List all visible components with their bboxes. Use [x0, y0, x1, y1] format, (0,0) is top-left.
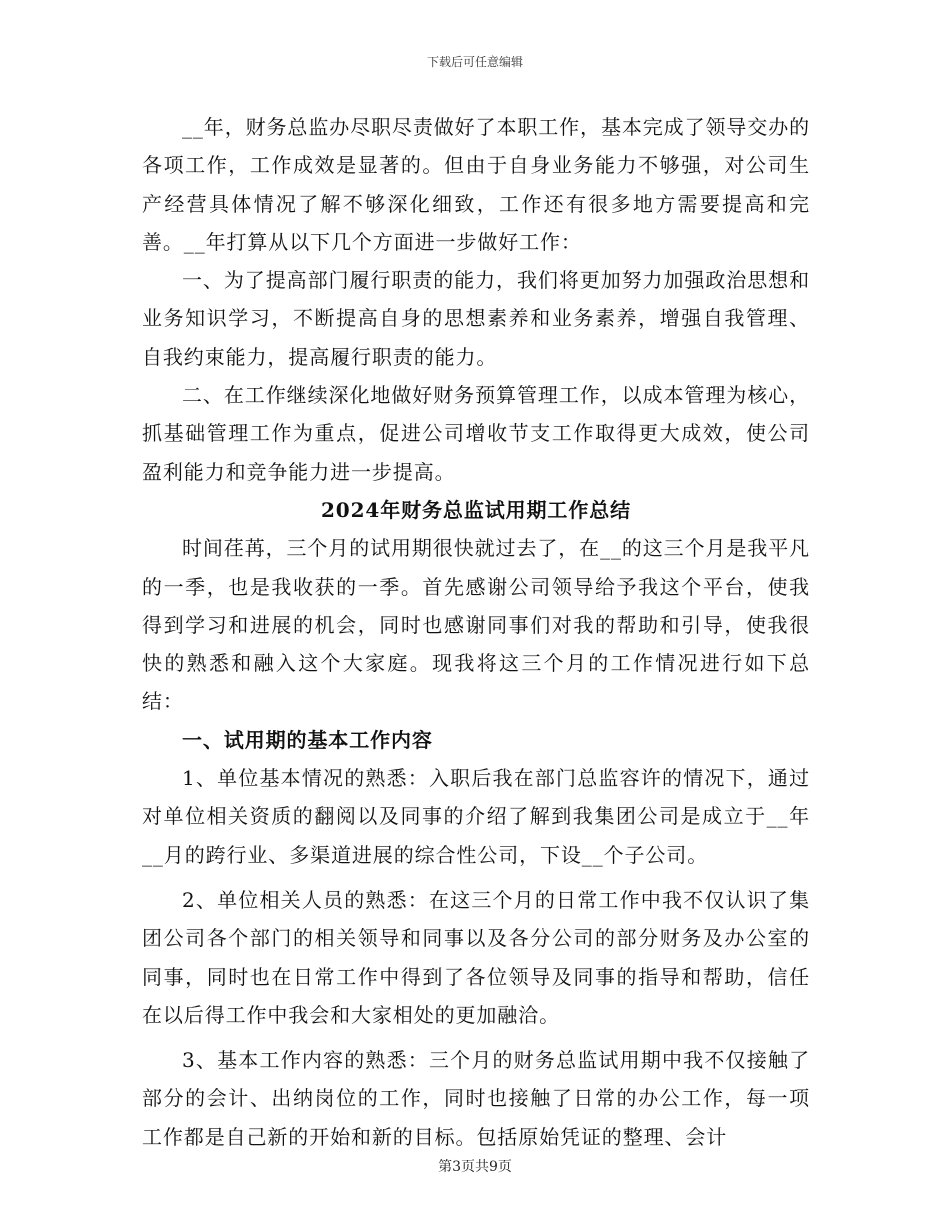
paragraph: 3、基本工作内容的熟悉：三个月的财务总监试用期中我不仅接触了部分的会计、出纳岗位的工作，同时也接触了日常的办公工作，每一项工作都是自己新的开始和新的目标。包括原始凭证的整理、会计 [142, 1048, 810, 1149]
paragraph: __年，财务总监办尽职尽责做好了本职工作，基本完成了领导交办的各项工作，工作成效是显著的。但由于自身业务能力不够强，对公司生产经营具体情况了解不够深化细致，工作还有很多地方需要提高和完善。__年打算从以下几个方面进一步做好工作： [142, 115, 810, 254]
paragraph: 1、单位基本情况的熟悉：入职后我在部门总监容许的情况下，通过对单位相关资质的翻阅以及同事的介绍了解到我集团公司是成立于__年__月的跨行业、多渠道进展的综合性公司，下设__个子公司。 [142, 766, 810, 867]
document-title: 2024年财务总监试用期工作总结 [320, 497, 632, 522]
section-heading: 一、试用期的基本工作内容 [182, 727, 433, 752]
paragraph: 二、在工作继续深化地做好财务预算管理工作，以成本管理为核心，抓基础管理工作为重点，促进公司增收节支工作取得更大成效，使公司盈利能力和竞争能力进一步提高。 [142, 383, 810, 484]
page-number: 第3页共9页 [438, 1159, 512, 1175]
document-body [142, 108, 810, 1156]
page-header-note: 下载后可任意编辑 [426, 55, 523, 69]
paragraph: 时间荏苒，三个月的试用期很快就过去了，在__的这三个月是我平凡的一季，也是我收获的一季。首先感谢公司领导给予我这个平台，使我得到学习和进展的机会，同时也感谢同事们对我的帮助和引导，使我很快的熟悉和融入这个大家庭。现我将这三个月的工作情况进行如下总结： [142, 536, 810, 714]
paragraph: 一、为了提高部门履行职责的能力，我们将更加努力加强政治思想和业务知识学习，不断提高自身的思想素养和业务素养，增强自我管理、自我约束能力，提高履行职责的能力。 [142, 268, 810, 369]
paragraph: 2、单位相关人员的熟悉：在这三个月的日常工作中我不仅认识了集团公司各个部门的相关领导和同事以及各分公司的部分财务及办公室的同事，同时也在日常工作中得到了各位领导及同事的指导和帮助，信任在以后得工作中我会和大家相处的更加融洽。 [142, 887, 810, 1027]
